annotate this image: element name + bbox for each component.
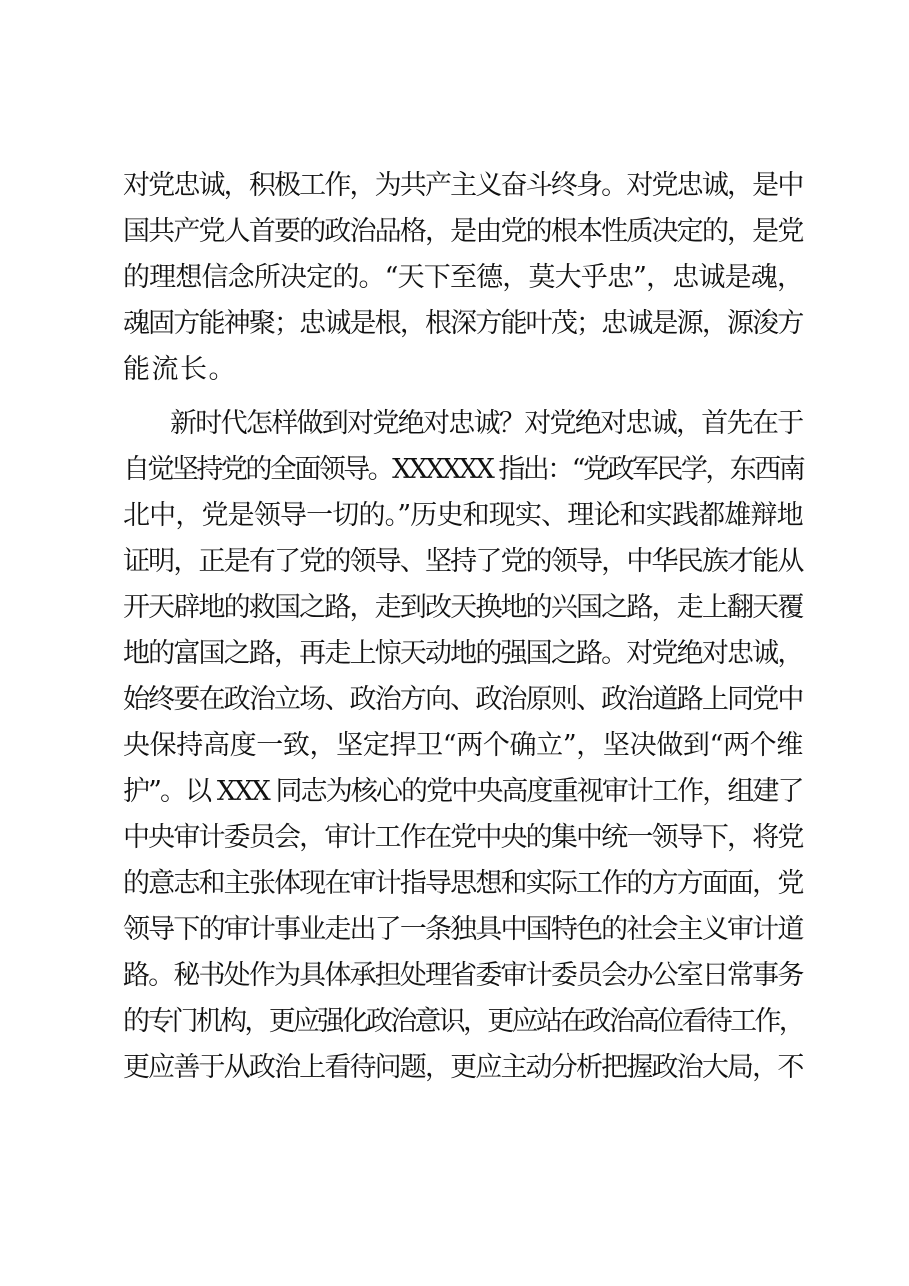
paragraph-2-line-15: 更应善于从政治上看待问题，更应主动分析把握政治大局，不 [123, 1052, 803, 1083]
paragraph-2-line-13: 路。秘书处作为具体承担处理省委审计委员会办公室日常事务 [123, 960, 803, 991]
paragraph-2-line-6: 地的富国之路，再走上惊天动地的强国之路。对党绝对忠诚， [123, 638, 803, 669]
paragraph-2-line-7: 始终要在政治立场、政治方向、政治原则、政治道路上同党中 [123, 684, 803, 715]
paragraph-2-line-10: 中央审计委员会，审计工作在党中央的集中统一领导下，将党 [123, 822, 803, 853]
paragraph-2-line-12: 领导下的审计事业走出了一条独具中国特色的社会主义审计道 [123, 914, 803, 945]
paragraph-1-line-2: 国共产党人首要的政治品格，是由党的根本性质决定的，是党 [123, 216, 803, 247]
paragraph-2-line-14: 的专门机构，更应强化政治意识，更应站在政治高位看待工作， [123, 1006, 803, 1037]
paragraph-2-line-4: 证明，正是有了党的领导、坚持了党的领导，中华民族才能从 [123, 546, 803, 577]
paragraph-1-line-1: 对党忠诚，积极工作，为共产主义奋斗终身。对党忠诚，是中 [123, 170, 803, 201]
paragraph-2-line-2: 自觉坚持党的全面领导。XXXXXX 指出：“党政军民学，东西南 [123, 454, 804, 485]
paragraph-2-line-1: 新时代怎样做到对党绝对忠诚？对党绝对忠诚，首先在于 [170, 408, 803, 439]
paragraph-2-line-9: 护”。以 XXX 同志为核心的党中央高度重视审计工作，组建了 [123, 776, 803, 807]
paragraph-2-line-11: 的意志和主张体现在审计指导思想和实际工作的方方面面，党 [123, 868, 803, 899]
paragraph-2-line-3: 北中，党是领导一切的。”历史和现实、理论和实践都雄辩地 [123, 500, 803, 531]
paragraph-1-line-3: 的理想信念所决定的。“天下至德，莫大乎忠”，忠诚是魂， [123, 262, 804, 293]
paragraph-1-line-4: 魂固方能神聚；忠诚是根，根深方能叶茂；忠诚是源，源浚方 [123, 308, 803, 339]
paragraph-2-line-8: 央保持高度一致，坚定捍卫“两个确立”，坚决做到“两个维 [123, 730, 803, 761]
paragraph-1-line-5: 能流长。 [123, 354, 237, 385]
paragraph-2-line-5: 开天辟地的救国之路，走到改天换地的兴国之路，走上翻天覆 [123, 592, 803, 623]
